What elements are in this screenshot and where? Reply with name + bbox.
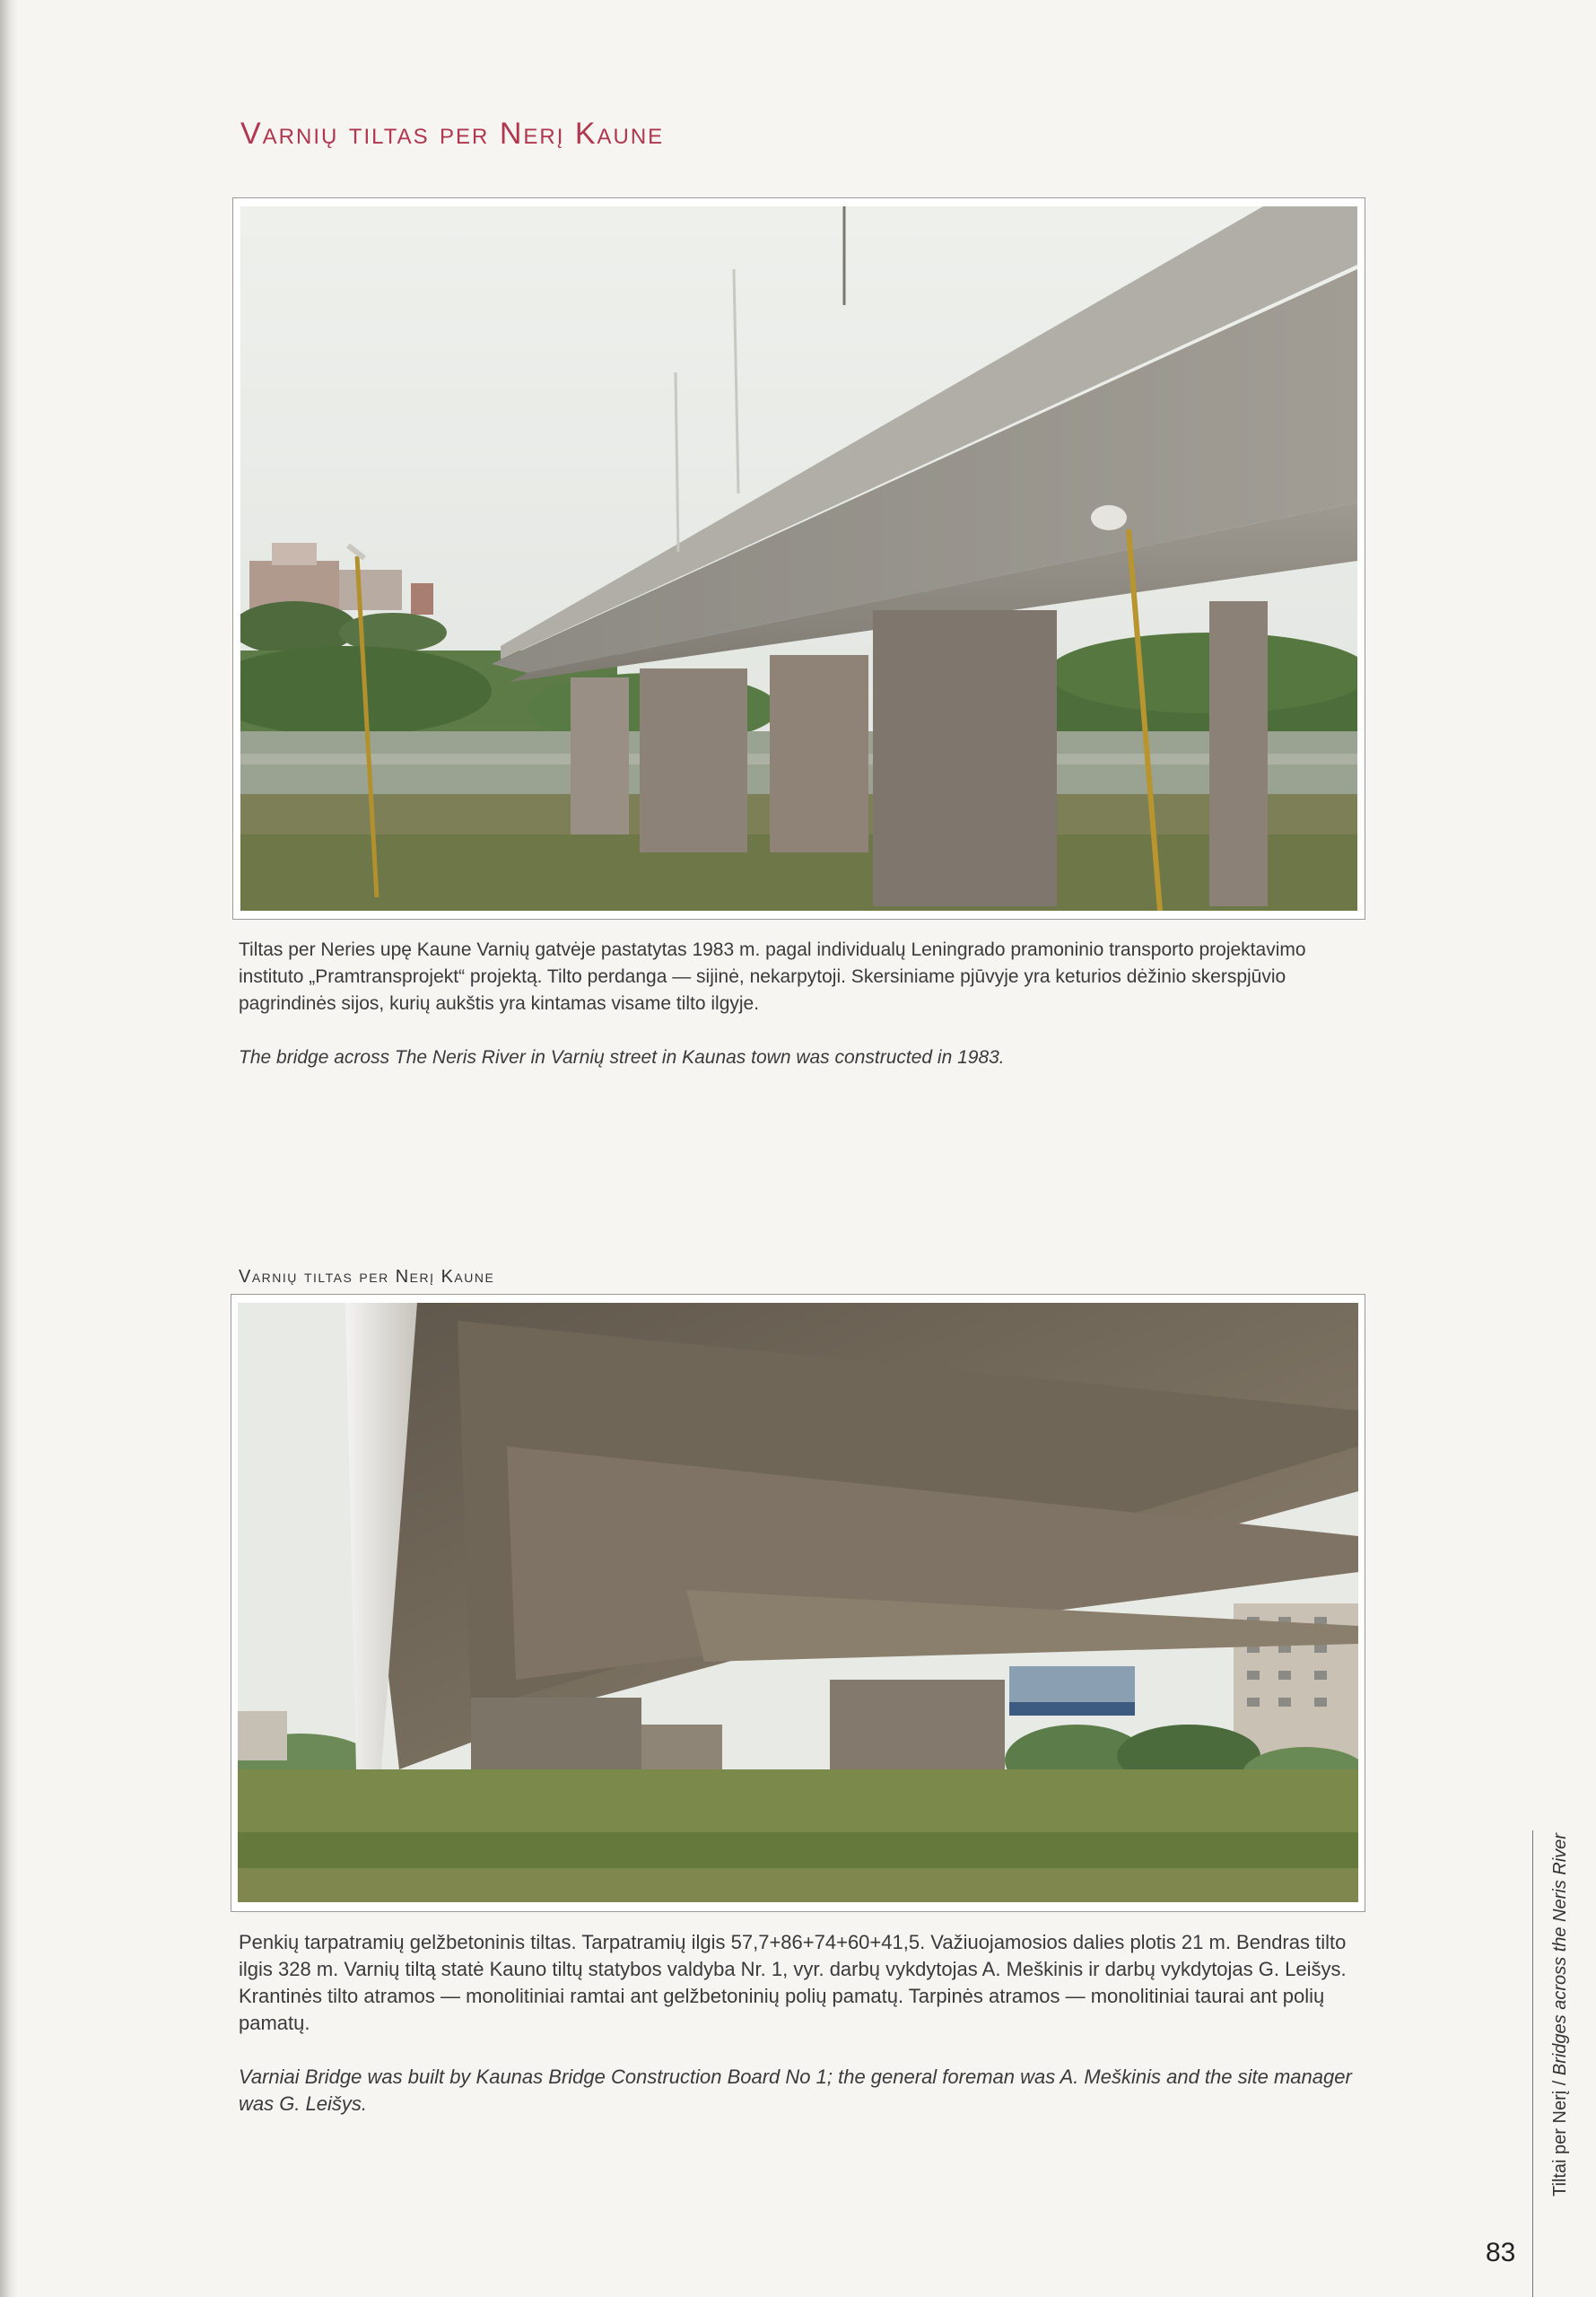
running-title-english: Bridges across the Neris River (1550, 1833, 1570, 2076)
running-title-separator: / (1550, 2075, 1570, 2091)
bridge-underside-photo (238, 1303, 1358, 1902)
photo-frame-1 (232, 197, 1365, 920)
running-title (1550, 1833, 1571, 2197)
bridge-side-view-photo (240, 206, 1357, 911)
photo-frame-2 (231, 1294, 1365, 1912)
page-number: 83 (1486, 2238, 1516, 2267)
running-title-lithuanian: Tiltai per Nerį (1550, 2090, 1570, 2197)
page-spine-shadow (0, 0, 18, 2297)
sidebar-divider (1532, 1830, 1533, 2297)
photo-1-caption-lithuanian: Tiltas per Neries upę Kaune Varnių gatvėje pastatytas 1983 m. pagal individualų Leningrado pramoninio transporto projektavimo instituto „Pramtransprojekt“ projektą. Tilto perdanga — sijinė, nekarpytoji. Skersiniame pjūvyje yra keturios dėžinio skerspjūvio pagrindinės sijos, kurių aukštis yra kintamas visame tilto ilgyje. (239, 939, 1306, 1014)
photo-1-caption-english: The bridge across The Neris River in Varnių street in Kaunas town was constructed in 1983. (239, 1047, 1005, 1068)
photo-2-caption-lithuanian: Penkių tarpatramių gelžbetoninis tiltas. Tarpatramių ilgis 57,7+86+74+60+41,5. Važiuojamosios dalies plotis 21 m. Bendras tilto ilgis 328 m. Varnių tiltą statė Kauno tiltų statybos valdyba Nr. 1, vyr. darbų vykdytojas A. Meškinis ir darbų vykdytojas G. Leišys. Krantinės tilto atramos — monolitiniai ramtai ant gelžbetoninių polių pamatų. Tarpinės atramos — monolitiniai taurai ant polių pamatų. (239, 1931, 1347, 2034)
photo-2-title: Varnių tiltas per Nerį Kaune (239, 1267, 495, 1287)
photo-2-caption-english: Varniai Bridge was built by Kaunas Bridge Construction Board No 1; the general foreman was A. Meškinis and the site manager was G. Leišys. (239, 2066, 1352, 2115)
page-title: Varnių tiltas per Nerį Kaune (240, 117, 665, 151)
